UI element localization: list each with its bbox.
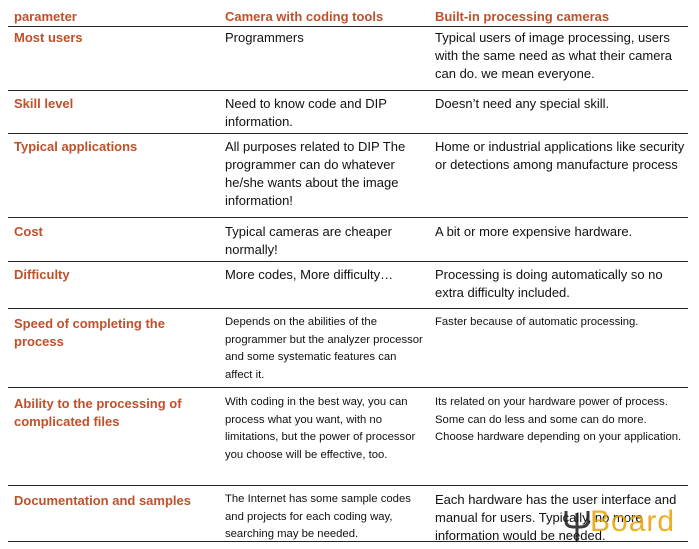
table-header-row: [8, 6, 688, 27]
coding-cell: Need to know code and DIP information.: [225, 96, 387, 129]
table-row-typical-applications: [8, 134, 688, 218]
table-row-difficulty: [8, 262, 688, 309]
row-label: Typical applications: [14, 139, 138, 154]
watermark-logo: [562, 503, 692, 543]
coding-cell: With coding in the best way, you can process what you want, with no limitations, but the power of processor you choose will be effective, too.: [225, 396, 416, 461]
coding-cell: All purposes related to DIP The programmer can do whatever he/she wants about the image information!: [225, 139, 406, 208]
comparison-table: [8, 6, 688, 542]
builtin-cell: Typical users of image processing, users with the same need as what their camera can do. we mean everyone.: [435, 30, 673, 81]
row-label: Cost: [14, 224, 43, 239]
trident-logo-icon: [562, 507, 592, 543]
builtin-cell: Doesn’t need any special skill.: [435, 96, 610, 111]
coding-cell: Programmers: [225, 30, 304, 45]
row-label: Speed of completing the process: [14, 316, 165, 349]
row-label: Documentation and samples: [14, 493, 191, 508]
builtin-cell: Home or industrial applications like security or detections among manufacture process: [435, 139, 685, 172]
row-label: Most users: [14, 30, 83, 45]
row-label: Difficulty: [14, 267, 70, 282]
builtin-cell: Each hardware has the user interface and manual for users. Typically, no more information would be needed.: [435, 492, 677, 543]
coding-cell: Typical cameras are cheaper normally!: [225, 224, 392, 257]
watermark-text: Board: [590, 505, 676, 538]
row-label: Ability to the processing of complicated files: [14, 396, 182, 429]
header-builtin-camera: Built-in processing cameras: [435, 9, 610, 24]
coding-cell: Depends on the abilities of the programmer but the analyzer processor and some systematic features can affect it.: [225, 316, 423, 381]
builtin-cell: Processing is doing automatically so no extra difficulty included.: [435, 267, 663, 300]
table-row-most-users: [8, 27, 688, 91]
builtin-cell: A bit or more expensive hardware.: [435, 224, 633, 239]
table-row-complicated-files: [8, 388, 688, 486]
table-row-skill-level: [8, 91, 688, 134]
row-label: Skill level: [14, 96, 74, 111]
builtin-cell: Faster because of automatic processing.: [435, 316, 639, 328]
header-coding-camera: Camera with coding tools: [225, 9, 384, 24]
table-row-speed: [8, 309, 688, 388]
coding-cell: More codes, More difficulty…: [225, 267, 394, 282]
coding-cell: The Internet has some sample codes and projects for each coding way, searching may be needed.: [225, 493, 411, 540]
table-row-cost: [8, 218, 688, 262]
builtin-cell: Its related on your hardware power of process. Some can do less and some can do more. Choose hardware depending on your application.: [435, 396, 682, 443]
header-parameter: parameter: [14, 9, 77, 24]
